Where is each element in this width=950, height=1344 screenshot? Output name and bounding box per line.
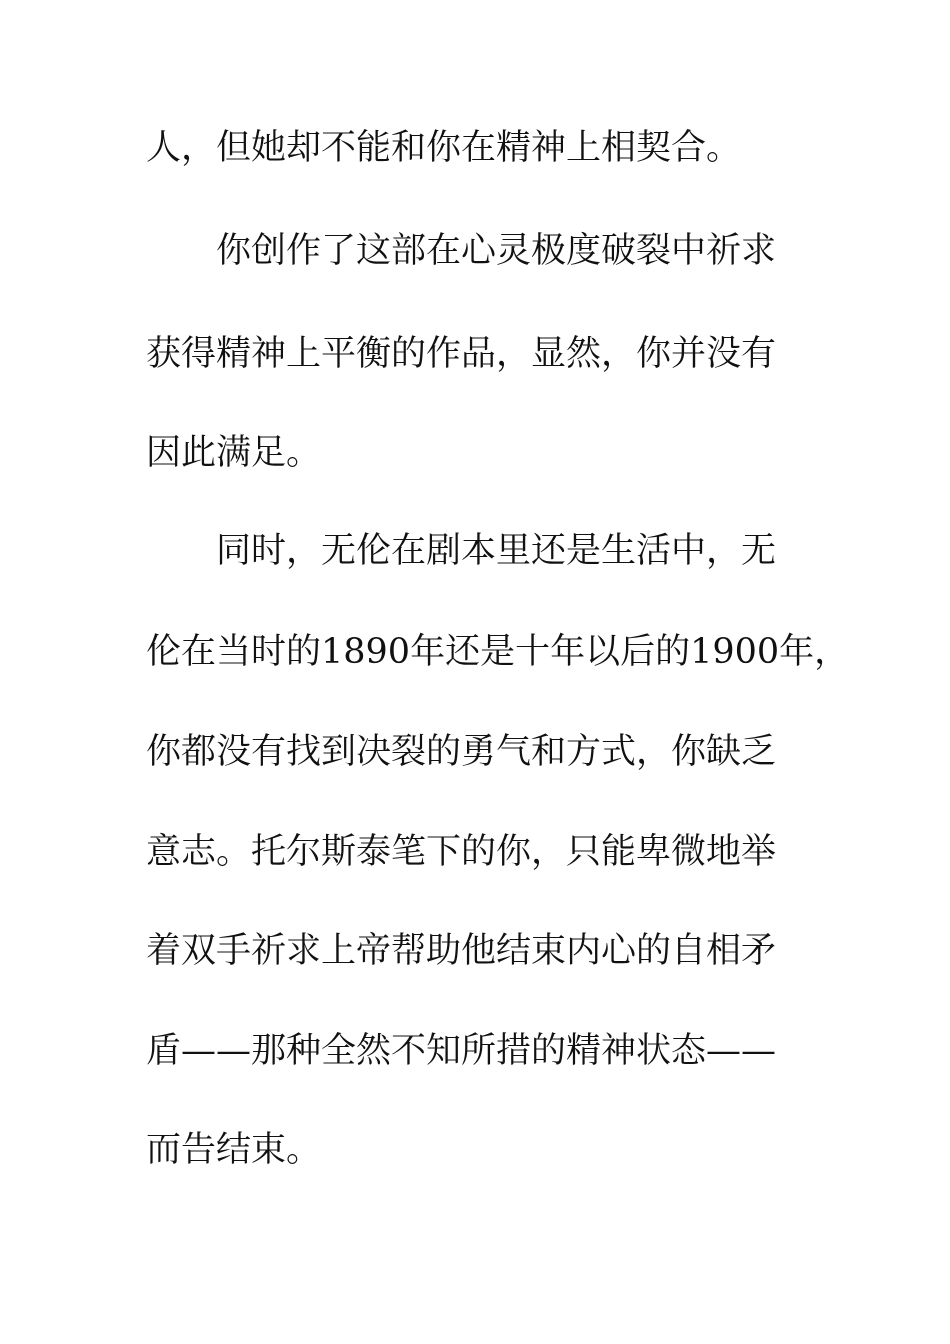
- text-line: 着双手祈求上帝帮助他结束内心的自相矛: [146, 931, 777, 971]
- text-line: 盾——那种全然不知所措的精神状态——: [146, 1031, 777, 1071]
- text-line: 因此满足。: [146, 433, 322, 473]
- text-line: 意志。托尔斯泰笔下的你，只能卑微地举: [146, 832, 777, 872]
- paragraph-first-line: 同时，无伦在剧本里还是生活中，无: [216, 531, 777, 571]
- text-line: 你都没有找到决裂的勇气和方式，你缺乏: [146, 732, 777, 772]
- text-line: 人，但她却不能和你在精神上相契合。: [146, 128, 742, 168]
- paragraph-first-line: 你创作了这部在心灵极度破裂中祈求: [216, 231, 777, 271]
- text-line: 获得精神上平衡的作品，显然，你并没有: [146, 334, 777, 374]
- text-line: 而告结束。: [146, 1130, 322, 1170]
- text-line: 伦在当时的1890年还是十年以后的1900年，: [146, 632, 850, 672]
